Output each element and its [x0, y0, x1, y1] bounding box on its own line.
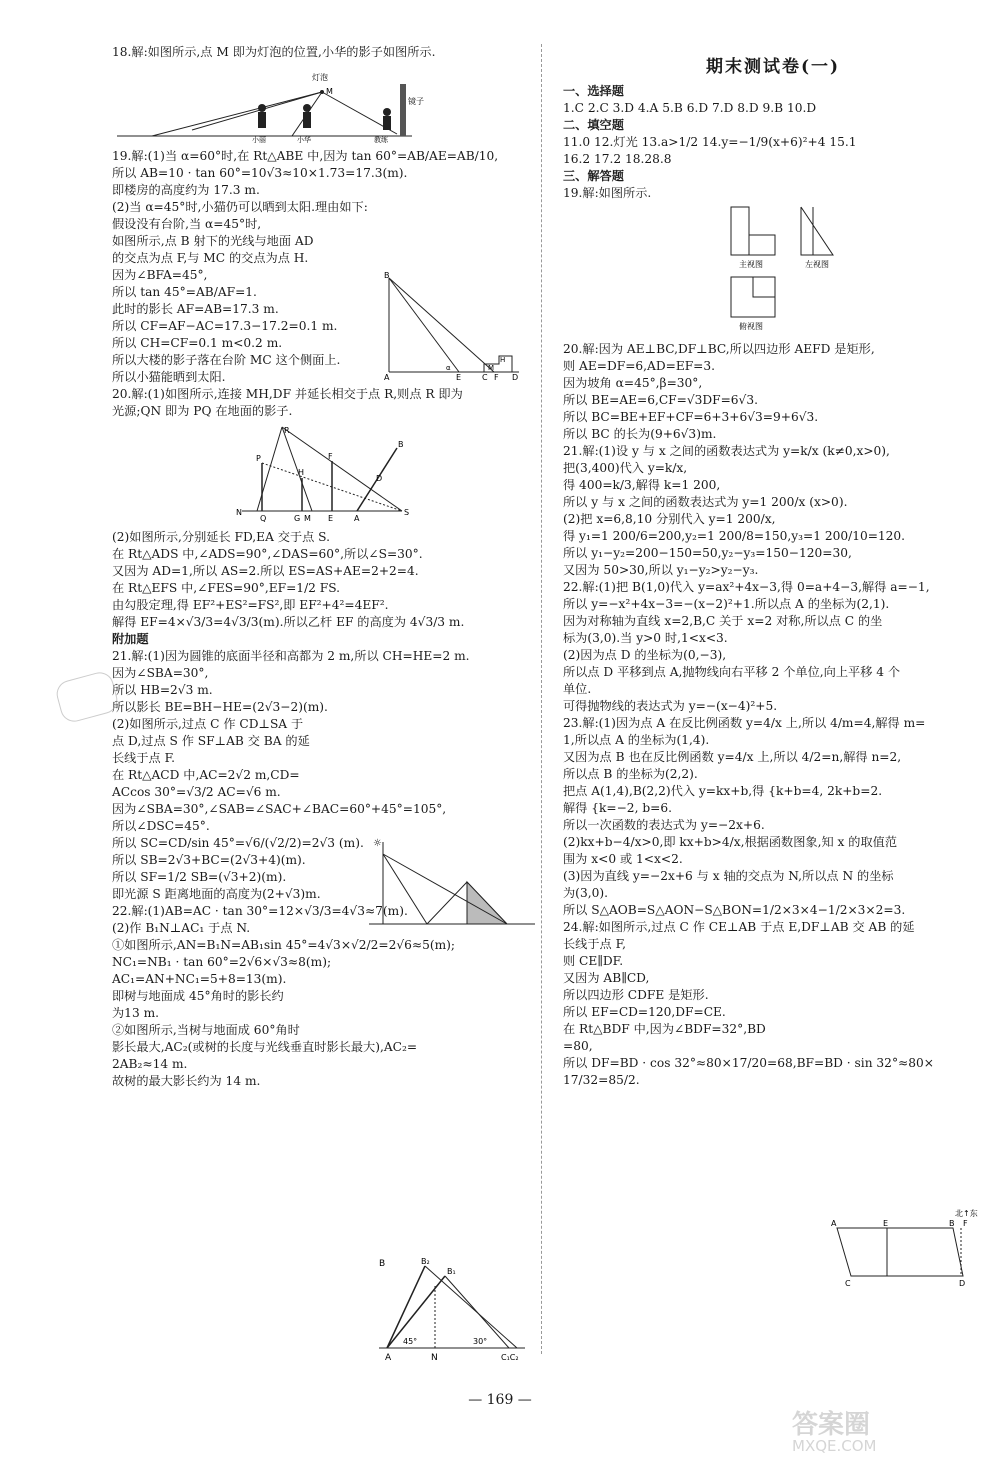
- figure-label: 小华: [297, 136, 311, 144]
- solution-line: 此时的影长 AF=AB=17.3 m.: [112, 302, 279, 316]
- figure-22-tree-shadow: [377, 1256, 527, 1366]
- solution-line: 在 Rt△BDF 中,因为∠BDF=32°,BD: [563, 1022, 766, 1036]
- solution-line: 所以 S△AOB=S△AON−S△BON=1/2×3×4−1/2×3×2=3.: [563, 903, 906, 917]
- solution-line: 又因为点 B 也在反比例函数 y=4/x 上,所以 4/2=n,解得 n=2,: [563, 750, 902, 764]
- figure-19-three-views: [721, 205, 871, 335]
- solution-line: (2)当 α=45°时,小猫仍可以晒到太阳.理由如下:: [112, 200, 368, 214]
- solution-line: 解得 {k=−2, b=6.: [563, 801, 672, 815]
- solution-line: 因为∠BFA=45°,: [112, 268, 208, 282]
- left-column: [112, 44, 532, 1363]
- solution-line: 因为∠SBA=30°,∠SAB=∠SAC+∠BAC=60°+45°=105°,: [112, 802, 447, 816]
- figure-label: P: [256, 454, 261, 463]
- solution-line: 所以 BE=AE=6,CF=√3DF=6√3.: [563, 393, 758, 407]
- svg-text:C₁C₂: C₁C₂: [501, 1353, 519, 1362]
- section-heading: 二、填空题: [563, 118, 624, 132]
- solution-line: 24.解:如图所示,过点 C 作 CE⊥AB 于点 E,DF⊥AB 交 AB 的延: [563, 920, 915, 934]
- svg-text:A: A: [831, 1219, 837, 1228]
- solution-line: 长线于点 F.: [112, 751, 176, 765]
- solution-line: 为(3,0).: [563, 886, 608, 900]
- solution-line: 围为 x<0 或 1<x<2.: [563, 852, 683, 866]
- solution-line: 所以 y 与 x 之间的函数表达式为 y=1 200/x (x>0).: [563, 495, 848, 509]
- solution-line: 如图所示,点 B 射下的光线与地面 AD: [112, 234, 314, 248]
- solution-line: 22.解:(1)把 B(1,0)代入 y=ax²+4x−3,得 0=a+4−3,解得 a=−1,: [563, 580, 930, 594]
- figure-label: 主视图: [739, 260, 763, 269]
- solution-line: 11.0 12.灯光 13.a>1/2 14.y=−1/9(x+6)²+4 15.1: [563, 135, 857, 149]
- figure-label: 镜子: [408, 97, 424, 106]
- solution-line: 点 D,过点 S 作 SF⊥AB 交 BA 的延: [112, 734, 310, 748]
- solution-line: 所以小猫能晒到太阳.: [112, 370, 226, 384]
- solution-line: 为13 m.: [112, 1006, 160, 1020]
- solution-line: 由勾股定理,得 EF²+ES²=FS²,即 EF²+4²=4EF².: [112, 598, 389, 612]
- solution-line: (2)因为点 D 的坐标为(0,−3),: [563, 648, 727, 662]
- figure-label: H: [298, 468, 305, 477]
- solution-line: 20.解:(1)如图所示,连接 MH,DF 并延长相交于点 R,则点 R 即为: [112, 387, 463, 401]
- svg-text:F: F: [494, 373, 499, 382]
- figure-label: 灯泡: [312, 73, 328, 82]
- svg-text:E: E: [883, 1219, 889, 1228]
- solution-line: 光源;QN 即为 PQ 在地面的影子.: [112, 404, 293, 418]
- solution-line: ①如图所示,AN=B₁N=AB₁sin 45°=4√3×√2/2=2√6≈5(m);: [112, 938, 456, 952]
- solution-line: 则 AE=DF=6,AD=EF=3.: [563, 359, 716, 373]
- figure-label: D: [376, 474, 383, 483]
- solution-line: 又因为 AD=1,所以 AS=2.所以 ES=AS+AE=2+2=4.: [112, 564, 419, 578]
- solution-line: 所以 CF=AF−AC=17.3−17.2=0.1 m.: [112, 319, 338, 333]
- solution-line: 即楼房的高度约为 17.3 m.: [112, 183, 260, 197]
- svg-text:北↑东: 北↑东: [955, 1209, 978, 1218]
- solution-line: 所以 y₁−y₂=200−150=50,y₂−y₃=150−120=30,: [563, 546, 852, 560]
- solution-line: 即树与地面成 45°角时的影长约: [112, 989, 284, 1003]
- solution-line: 19.解:如图所示.: [563, 186, 652, 200]
- solution-line: 在 Rt△ADS 中,∠ADS=90°,∠DAS=60°,所以∠S=30°.: [112, 547, 423, 561]
- solution-line: 所以∠DSC=45°.: [112, 819, 210, 833]
- solution-line: 单位.: [563, 682, 592, 696]
- figure-label: E: [328, 514, 334, 523]
- solution-line: 又因为 50>30,所以 y₁−y₂>y₂−y₃.: [563, 563, 759, 577]
- solution-line: 又因为 AB∥CD,: [563, 971, 650, 985]
- solution-line: (2)如图所示,分别延长 FD,EA 交于点 S.: [112, 530, 330, 544]
- solution-line: 所以 DF=BD · cos 32°≈80×17/20=68,BF=BD · sin 32°≈80×: [563, 1056, 934, 1070]
- figure-fig20: [112, 423, 532, 526]
- svg-text:A: A: [385, 1353, 392, 1363]
- figure-18-lamp-shadow: [112, 64, 424, 144]
- svg-text:N: N: [431, 1353, 438, 1363]
- svg-text:D: D: [959, 1279, 966, 1288]
- solution-line: ACcos 30°=√3/2 AC=√6 m.: [112, 785, 281, 799]
- solution-line: 因为对称轴为直线 x=2,B,C 关于 x=2 对称,所以点 C 的坐: [563, 614, 883, 628]
- svg-text:B₁: B₁: [447, 1267, 456, 1276]
- svg-text:E: E: [456, 373, 462, 382]
- figure-fig19r: [563, 205, 983, 338]
- watermark-url: MXQE.COM: [792, 1437, 877, 1455]
- solution-line: 标为(3,0).当 y>0 时,1<x<3.: [563, 631, 728, 645]
- svg-text:α: α: [446, 364, 451, 372]
- svg-text:H: H: [500, 356, 506, 364]
- section-heading: 附加题: [112, 632, 149, 646]
- figure-label: 小丽: [252, 136, 266, 144]
- right-column-body: [563, 83, 983, 1089]
- figure-label: 俯视图: [739, 322, 763, 331]
- figure-label: A: [354, 514, 360, 523]
- figure-label: Q: [260, 514, 267, 523]
- solution-line: 22.解:(1)AB=AC · tan 30°=12×√3/3=4√3≈7(m).: [112, 904, 408, 918]
- solution-line: 得 y₁=1 200/6=200,y₂=1 200/8=150,y₃=1 200/10=120.: [563, 529, 906, 543]
- solution-line: 把(3,400)代入 y=k/x,: [563, 461, 688, 475]
- solution-line: 所以 y=−x²+4x−3=−(x−2)²+1.所以点 A 的坐标为(2,1).: [563, 597, 890, 611]
- figure-label: 教练: [374, 136, 388, 144]
- figure-fig18: [112, 64, 532, 145]
- watermark-text: 答案圈: [792, 1410, 871, 1440]
- solution-line: 17/32=85/2.: [563, 1073, 640, 1087]
- solution-line: 把点 A(1,4),B(2,2)代入 y=kx+b,得 {k+b=4, 2k+b=2.: [563, 784, 883, 798]
- decorative-stamp: [54, 669, 121, 725]
- solution-line: 所以 BC=BE+EF+CF=6+3+6√3=9+6√3.: [563, 410, 819, 424]
- solution-line: 所以 tan 45°=AB/AF=1.: [112, 285, 257, 299]
- solution-line: 所以点 B 的坐标为(2,2).: [563, 767, 698, 781]
- svg-text:45°: 45°: [403, 1337, 418, 1346]
- solution-line: 长线于点 F,: [563, 937, 627, 951]
- solution-line: 解得 EF=4×√3/3=4√3/3(m).所以乙杆 EF 的高度为 4√3/3 m.: [112, 615, 465, 629]
- figure-label: B: [398, 440, 404, 449]
- svg-text:M: M: [488, 364, 495, 372]
- solution-line: 16.2 17.2 18.28.8: [563, 152, 672, 166]
- solution-line: 所以 BC 的长为(9+6√3)m.: [563, 427, 717, 441]
- solution-line: 所以 SB=2√3+BC=(2√3+4)(m).: [112, 853, 306, 867]
- svg-text:A: A: [384, 373, 390, 382]
- svg-text:C: C: [845, 1279, 851, 1288]
- solution-line: (2)把 x=6,8,10 分别代入 y=1 200/x,: [563, 512, 776, 526]
- solution-line: 所以 CH=CF=0.1 m<0.2 m.: [112, 336, 283, 350]
- solution-line: 因为∠SBA=30°,: [112, 666, 209, 680]
- column-divider: [541, 44, 542, 1354]
- solution-line: 21.解:(1)因为圆锥的底面半径和高都为 2 m,所以 CH=HE=2 m.: [112, 649, 470, 663]
- figure-label: G: [294, 514, 301, 523]
- solution-line: 影长最大,AC₂(或树的长度与光线垂直时影长最大),AC₂=: [112, 1040, 418, 1054]
- figure-label: M: [304, 514, 311, 523]
- solution-line: 得 400=k/3,解得 k=1 200,: [563, 478, 721, 492]
- solution-line: 故树的最大影长约为 14 m.: [112, 1074, 261, 1088]
- figure-label: M: [326, 87, 333, 96]
- figure-label: F: [328, 452, 333, 461]
- exam-title: 期末测试卷(一): [705, 57, 841, 77]
- solution-line: 在 Rt△EFS 中,∠FES=90°,EF=1/2 FS.: [112, 581, 341, 595]
- figure-label: N: [236, 508, 242, 517]
- solution-line: 所以点 D 平移到点 A,抛物线向右平移 2 个单位,向上平移 4 个: [563, 665, 901, 679]
- solution-line: 所以大楼的影子落在台阶 MC 这个侧面上.: [112, 353, 341, 367]
- solution-line: 所以 AB=10 · tan 60°=10√3≈10×1.73=17.3(m).: [112, 166, 408, 180]
- figure-19-building-shadow: [384, 272, 524, 382]
- solution-line: 即光源 S 距离地面的高度为(2+√3)m.: [112, 887, 321, 901]
- solution-line: 所以 HB=2√3 m.: [112, 683, 213, 697]
- solution-line: 所以一次函数的表达式为 y=−2x+6.: [563, 818, 765, 832]
- section-heading: 三、解答题: [563, 169, 624, 183]
- svg-text:F: F: [963, 1219, 968, 1228]
- svg-text:B₂: B₂: [421, 1257, 430, 1266]
- page-number: — 169 —: [468, 1392, 532, 1408]
- svg-text:30°: 30°: [473, 1337, 488, 1346]
- figure-label: S: [404, 508, 410, 517]
- watermark-logo: [792, 1404, 982, 1455]
- svg-text:B: B: [384, 271, 390, 280]
- svg-text:B: B: [379, 1259, 386, 1269]
- figure-21-cone-shadow: [367, 832, 537, 937]
- figure-label: 左视图: [805, 260, 829, 269]
- solution-line: (3)因为直线 y=−2x+6 与 x 轴的交点为 N,所以点 N 的坐标: [563, 869, 894, 883]
- svg-text:B: B: [949, 1219, 955, 1228]
- solution-line: 1.C 2.C 3.D 4.A 5.B 6.D 7.D 8.D 9.B 10.D: [563, 101, 817, 115]
- solution-line: 假设没有台阶,当 α=45°时,: [112, 217, 262, 231]
- solution-line: (2)kx+b−4/x>0,即 kx+b>4/x,根据函数图象,知 x 的取值范: [563, 835, 898, 849]
- solution-line: 23.解:(1)因为点 A 在反比例函数 y=4/x 上,所以 4/m=4,解得 m=: [563, 716, 926, 730]
- solution-line: 所以影长 BE=BH−HE=(2√3−2)(m).: [112, 700, 328, 714]
- solution-line: =80,: [563, 1039, 593, 1053]
- svg-text:☼: ☼: [373, 838, 382, 849]
- right-column: [563, 44, 983, 1288]
- figure-24-parallelogram: [831, 1208, 978, 1288]
- section-heading: 一、选择题: [563, 84, 624, 98]
- solution-line: (2)如图所示,过点 C 作 CD⊥SA 于: [112, 717, 304, 731]
- solution-line: 21.解:(1)设 y 与 x 之间的函数表达式为 y=k/x (k≠0,x>0),: [563, 444, 890, 458]
- solution-line: 因为坡角 α=45°,β=30°,: [563, 376, 703, 390]
- solution-line: 2AB₂≈14 m.: [112, 1057, 188, 1071]
- solution-line: 18.解:如图所示,点 M 即为灯泡的位置,小华的影子如图所示.: [112, 45, 436, 59]
- solution-line: NC₁=NB₁ · tan 60°=2√6×√3≈8(m);: [112, 955, 332, 969]
- solution-line: ②如图所示,当树与地面成 60°角时: [112, 1023, 300, 1037]
- figure-20-light-source: [232, 423, 432, 523]
- solution-line: AC₁=AN+NC₁=5+8=13(m).: [112, 972, 287, 986]
- solution-line: 可得抛物线的表达式为 y=−(x−4)²+5.: [563, 699, 778, 713]
- solution-line: 则 CE∥DF.: [563, 954, 624, 968]
- solution-line: 所以 SC=CD/sin 45°=√6/(√2/2)=2√3 (m).: [112, 836, 364, 850]
- svg-text:C: C: [482, 373, 488, 382]
- solution-line: (2)作 B₁N⊥AC₁ 于点 N.: [112, 921, 251, 935]
- solution-line: 19.解:(1)当 α=60°时,在 Rt△ABE 中,因为 tan 60°=AB/AE=AB/10,: [112, 149, 499, 163]
- svg-text:D: D: [512, 373, 519, 382]
- solution-line: 所以 SF=1/2 SB=(√3+2)(m).: [112, 870, 287, 884]
- solution-line: 在 Rt△ACD 中,AC=2√2 m,CD=: [112, 768, 300, 782]
- solution-line: 1,所以点 A 的坐标为(1,4).: [563, 733, 710, 747]
- solution-line: 20.解:因为 AE⊥BC,DF⊥BC,所以四边形 AEFD 是矩形,: [563, 342, 875, 356]
- figure-label: R: [284, 426, 290, 435]
- solution-line: 所以四边形 CDFE 是矩形.: [563, 988, 709, 1002]
- solution-line: 的交点为点 F,与 MC 的交点为点 H.: [112, 251, 309, 265]
- solution-line: 所以 EF=CD=120,DF=CE.: [563, 1005, 726, 1019]
